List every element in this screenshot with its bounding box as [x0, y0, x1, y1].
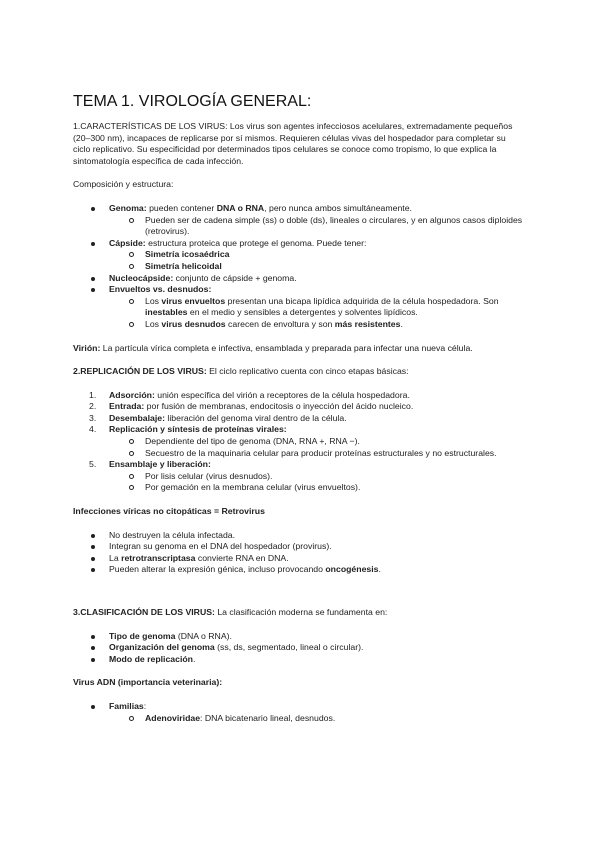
list-item: Los virus envueltos presentan una bicapa lipídica adquirida de la célula hospedadora. Son inestables en el medio y sensibles a detergentes y solventes lipídicos. [145, 295, 499, 318]
list-item-envelope: Envueltos vs. desnudos: Los virus envueltos presentan una bicapa lipídica adquirida de la célula hospedadora. Son inestables en el medio y sensibles a detergentes y solventes lipídicos. Los virus desnudos carecen de envoltura y son más resistentes. [73, 284, 525, 330]
step-4-sublist [73, 436, 525, 459]
section-2-heading: 2.REPLICACIÓN DE LOS VIRUS: [73, 366, 207, 377]
list-item: Organización del genoma (ss, ds, segmentado, lineal o circular). [109, 642, 364, 653]
list-item-genome: Genoma: pueden contener DNA o RNA, pero nunca ambos simultáneamente. Pueden ser de cadena simple (ss) o doble (ds), lineales o circulares, y en algunos casos diploides (retrovirus). [73, 203, 525, 238]
list-item: Simetría icosaédrica [145, 249, 230, 260]
section-3-heading: 3.CLASIFICACIÓN DE LOS VIRUS: [73, 607, 215, 617]
classification-list [73, 631, 525, 666]
step-5-sublist [73, 471, 525, 494]
list-item: Pueden alterar la expresión génica, incluso provocando oncogénesis. [109, 564, 381, 575]
noncytopathic-list [73, 530, 525, 576]
list-item-step-3: 3. Desembalaje: liberación del genoma viral dentro de la célula. [89, 412, 347, 423]
list-item: Pueden ser de cadena simple (ss) o doble (ds), lineales o circulares, y en algunos casos diploides (retrovirus). [145, 214, 523, 237]
list-item: No destruyen la célula infectada. [109, 529, 236, 540]
replication-steps [73, 390, 525, 494]
list-item: Secuestro de la maquinaria celular para producir proteínas estructurales y no estructurales. [145, 447, 497, 458]
list-item-step-5: 5. Ensamblaje y liberación: Por lisis celular (virus desnudos). Por gemación en la membrana celular (virus envueltos). [73, 459, 525, 494]
list-item: Simetría helicoidal [145, 260, 222, 271]
list-item: La retrotranscriptasa convierte RNA en DNA. [109, 552, 289, 563]
list-item: Modo de replicación. [109, 653, 196, 664]
section-2-paragraph: 2.REPLICACIÓN DE LOS VIRUS: El ciclo replicativo cuenta con cinco etapas básicas: [73, 366, 409, 377]
list-item: Por gemación en la membrana celular (virus envueltos). [145, 482, 361, 493]
section-1-text: Los virus son agentes infecciosos acelulares, extremadamente pequeños (20–300 nm), incapaces de replicarse por sí mismos. Requieren células vivas del hospedador para completar su ciclo replicativo. Su especificidad por determinados tipos celulares se conoce como tropismo, lo que explica la sintomatología específica de cada infección. [73, 121, 513, 166]
envelope-sublist [73, 296, 525, 331]
document-page [73, 92, 525, 724]
families-sublist [73, 713, 525, 725]
noncytopathic-heading: Infecciones víricas no citopáticas = Retrovirus [73, 506, 265, 517]
list-item: Los virus desnudos carecen de envoltura y son más resistentes. [145, 318, 403, 329]
virion-paragraph: Virión: La partícula vírica completa e infectiva, ensamblada y preparada para infectar una nueva célula. [73, 342, 473, 353]
list-item: Integran su genoma en el DNA del hospedador (provirus). [109, 541, 332, 552]
section-1-heading: 1.CARACTERÍSTICAS DE LOS VIRUS: [73, 121, 228, 131]
composition-list [73, 203, 525, 331]
capsid-sublist [73, 249, 525, 272]
list-item-step-2: 2. Entrada: por fusión de membranas, endocitosis o inyección del ácido nucleico. [89, 401, 414, 412]
section-3-paragraph: 3.CLASIFICACIÓN DE LOS VIRUS: La clasificación moderna se fundamenta en: [73, 607, 388, 617]
list-item: Adenoviridae: DNA bicatenario lineal, desnudos. [145, 712, 336, 723]
list-item-step-1: 1. Adsorción: unión específica del virión a receptores de la célula hospedadora. [89, 389, 410, 400]
section-1-paragraph [73, 121, 525, 167]
composition-heading: Composición y estructura: [73, 179, 174, 190]
list-item-capsid: Cápside: estructura proteica que protege el genoma. Puede tener: Simetría icosaédrica Simetría helicoidal [73, 238, 525, 273]
list-item: Por lisis celular (virus desnudos). [145, 470, 273, 481]
list-item-step-4: 4. Replicación y síntesis de proteínas virales: Dependiente del tipo de genoma (DNA, RNA +, RNA −). Secuestro de la maquinaria celular para producir proteínas estructurales y no estructurales. [73, 424, 525, 459]
list-item: Tipo de genoma (DNA o RNA). [109, 630, 232, 641]
list-item-families: Familias: Adenoviridae: DNA bicatenario lineal, desnudos. [73, 701, 525, 724]
families-list [73, 701, 525, 724]
dna-virus-heading: Virus ADN (importancia veterinaria): [73, 677, 223, 688]
genome-sublist [73, 215, 525, 238]
page-title: TEMA 1. VIROLOGÍA GENERAL: [73, 93, 312, 110]
list-item-nucleocapsid: Nucleocápside: conjunto de cápside + genoma. [109, 272, 297, 283]
list-item: Dependiente del tipo de genoma (DNA, RNA +, RNA −). [145, 436, 360, 447]
